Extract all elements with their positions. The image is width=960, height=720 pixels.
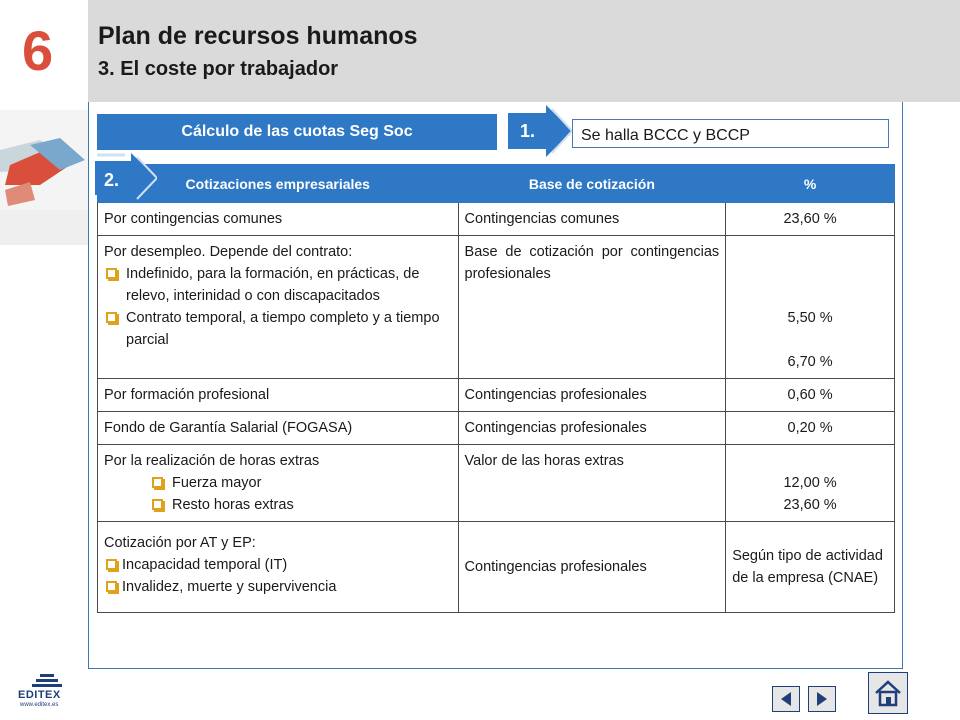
step-1-arrow-icon <box>508 105 572 157</box>
header-cotizaciones: Cotizaciones empresariales <box>98 165 459 203</box>
checkbox-list <box>104 554 452 598</box>
list-item-text: Invalidez, muerte y supervivencia <box>122 579 337 595</box>
cotizaciones-table <box>97 164 895 613</box>
list-item-text: Fuerza mayor <box>172 475 262 491</box>
calc-cuotas-box: Cálculo de las cuotas Seg Soc <box>97 114 497 150</box>
table-row <box>98 236 895 379</box>
header-percent: % <box>726 165 895 203</box>
checkbox-list <box>104 472 452 516</box>
list-item <box>104 554 452 576</box>
cell-base: Contingencias profesionales <box>458 412 726 445</box>
list-item-text: Contrato temporal, a tiempo completo y a tiempo parcial <box>126 310 440 348</box>
cell-concept: Por formación profesional <box>98 379 459 412</box>
next-button[interactable] <box>808 686 836 712</box>
list-item-text: Indefinido, para la formación, en prácticas, de relevo, interinidad o con discapacitados <box>126 266 420 304</box>
list-item <box>150 494 452 516</box>
concept-heading: Por la realización de horas extras <box>104 453 320 469</box>
cell-base: Base de cotización por contingencias profesionales <box>458 236 726 379</box>
checkbox-icon <box>106 312 117 323</box>
cell-concept <box>98 236 459 379</box>
concept-heading: Por desempleo. Depende del contrato: <box>104 244 353 260</box>
cell-base: Contingencias profesionales <box>458 379 726 412</box>
table-row <box>98 522 895 613</box>
list-item-text: Incapacidad temporal (IT) <box>122 557 288 573</box>
page-subtitle: 3. El coste por trabajador <box>98 58 339 80</box>
table-row <box>98 379 895 412</box>
step-1-text: Se halla BCCC y BCCP <box>572 119 889 148</box>
header-base: Base de cotización <box>458 165 726 203</box>
cell-base: Valor de las horas extras <box>458 445 726 522</box>
cell-percent: Según tipo de actividad de la empresa (CNAE) <box>726 522 895 613</box>
cell-percent: 0,20 % <box>726 412 895 445</box>
home-button[interactable] <box>868 672 908 714</box>
percent-value: 23,60 % <box>783 497 837 513</box>
percent-value: 12,00 % <box>783 475 837 491</box>
checkbox-icon <box>152 477 163 488</box>
table-row <box>98 203 895 236</box>
percent-value: 6,70 % <box>787 354 833 370</box>
percent-value: 5,50 % <box>787 310 833 326</box>
list-item <box>104 576 452 598</box>
cell-base: Contingencias profesionales <box>458 522 726 613</box>
step-1-number: 1. <box>520 121 536 141</box>
checkbox-list <box>104 263 452 351</box>
cell-concept: Por contingencias comunes <box>98 203 459 236</box>
cell-base: Contingencias comunes <box>458 203 726 236</box>
step-2-number: 2. <box>104 170 120 190</box>
previous-icon <box>777 690 795 708</box>
table-header-row <box>98 165 895 203</box>
home-icon <box>873 678 903 708</box>
cell-percent: 23,60 % <box>726 203 895 236</box>
editex-url: www.editex.es <box>20 702 59 708</box>
cell-percent: 0,60 % <box>726 379 895 412</box>
list-item <box>150 472 452 494</box>
editex-logo-text: EDITEX <box>18 689 61 701</box>
list-item-text: Resto horas extras <box>172 497 294 513</box>
list-item <box>104 263 452 307</box>
list-item <box>104 307 452 351</box>
next-icon <box>813 690 831 708</box>
chapter-number: 6 <box>22 19 54 82</box>
cell-concept <box>98 522 459 613</box>
previous-button[interactable] <box>772 686 800 712</box>
checkbox-icon <box>106 559 117 570</box>
cell-percent <box>726 236 895 379</box>
cell-percent <box>726 445 895 522</box>
handshake-illustration <box>0 110 88 245</box>
cell-concept: Fondo de Garantía Salarial (FOGASA) <box>98 412 459 445</box>
concept-heading: Cotización por AT y EP: <box>104 535 256 551</box>
cell-concept <box>98 445 459 522</box>
table-row <box>98 445 895 522</box>
page-title: Plan de recursos humanos <box>98 22 418 50</box>
checkbox-icon <box>152 499 163 510</box>
checkbox-icon <box>106 268 117 279</box>
header-bar <box>88 0 960 102</box>
table-row <box>98 412 895 445</box>
checkbox-icon <box>106 581 117 592</box>
